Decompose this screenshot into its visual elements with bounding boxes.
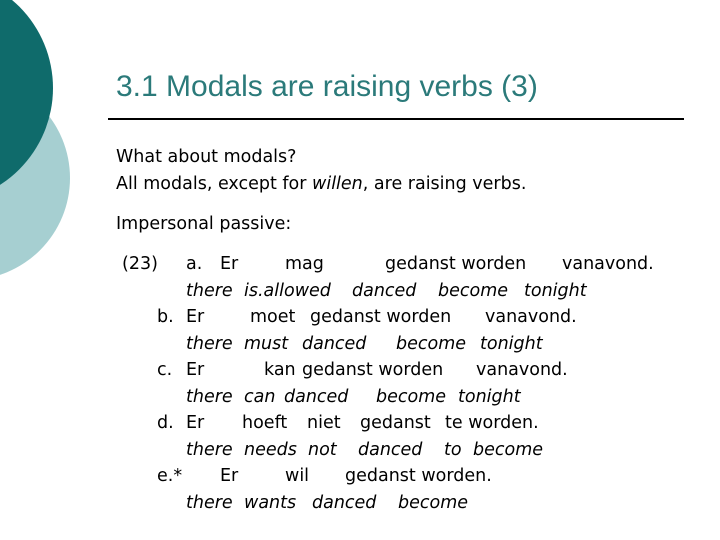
slide-title: 3.1 Modals are raising verbs (3) [116,70,538,103]
intro-statement [116,174,526,194]
item-e-word: wil [285,466,310,486]
item-c-word: kan [264,360,296,380]
item-e-word: Er [220,466,239,486]
section-label: Impersonal passive: [116,214,292,234]
item-b-gloss: become [396,334,467,354]
item-b-word: gedanst worden [310,307,452,327]
item-b-gloss: must [244,334,289,354]
item-d-word: Er [186,413,205,433]
item-d-word: te worden. [445,413,539,433]
item-e-gloss: danced [312,493,377,513]
item-d-word: gedanst [360,413,431,433]
item-c-label: c. [157,360,173,380]
statement-pre: All modals, except for [116,174,313,194]
item-b-word: vanavond. [485,307,577,327]
item-b-label: b. [157,307,174,327]
item-d-word: niet [307,413,341,433]
item-b-gloss: danced [302,334,367,354]
item-a-label: a. [186,254,203,274]
item-d-label: d. [157,413,174,433]
item-c-gloss: can [244,387,276,407]
item-c-gloss: there [186,387,233,407]
item-c-word: Er [186,360,205,380]
example-number: (23) [122,254,158,274]
item-a-gloss: there [186,281,233,301]
item-d-gloss: not [308,440,337,460]
item-c-gloss: tonight [458,387,521,407]
statement-em: willen [312,174,363,194]
item-d-gloss: become [473,440,544,460]
item-d-gloss: danced [358,440,423,460]
item-c-gloss: become [376,387,447,407]
item-e-gloss: there [186,493,233,513]
item-e-label: e.* [157,466,183,486]
item-a-gloss: danced [352,281,417,301]
item-e-word: gedanst worden. [345,466,492,486]
item-c-gloss: danced [284,387,349,407]
item-a-word: mag [285,254,324,274]
item-b-gloss: tonight [480,334,543,354]
item-b-word: moet [250,307,296,327]
item-e-gloss: become [398,493,469,513]
item-c-word: gedanst worden [302,360,444,380]
statement-post: , are raising verbs. [362,174,527,194]
intro-question: What about modals? [116,147,297,167]
item-c-word: vanavond. [476,360,568,380]
item-d-gloss: needs [244,440,297,460]
title-divider [108,118,684,120]
item-d-word: hoeft [242,413,288,433]
item-b-word: Er [186,307,205,327]
item-a-gloss: is.allowed [244,281,331,301]
item-e-gloss: wants [244,493,297,513]
item-d-gloss: to [444,440,462,460]
item-a-gloss: tonight [524,281,587,301]
item-a-gloss: become [438,281,509,301]
item-a-word: Er [220,254,239,274]
item-d-gloss: there [186,440,233,460]
item-a-word: gedanst worden [385,254,527,274]
item-a-word: vanavond. [562,254,654,274]
item-b-gloss: there [186,334,233,354]
